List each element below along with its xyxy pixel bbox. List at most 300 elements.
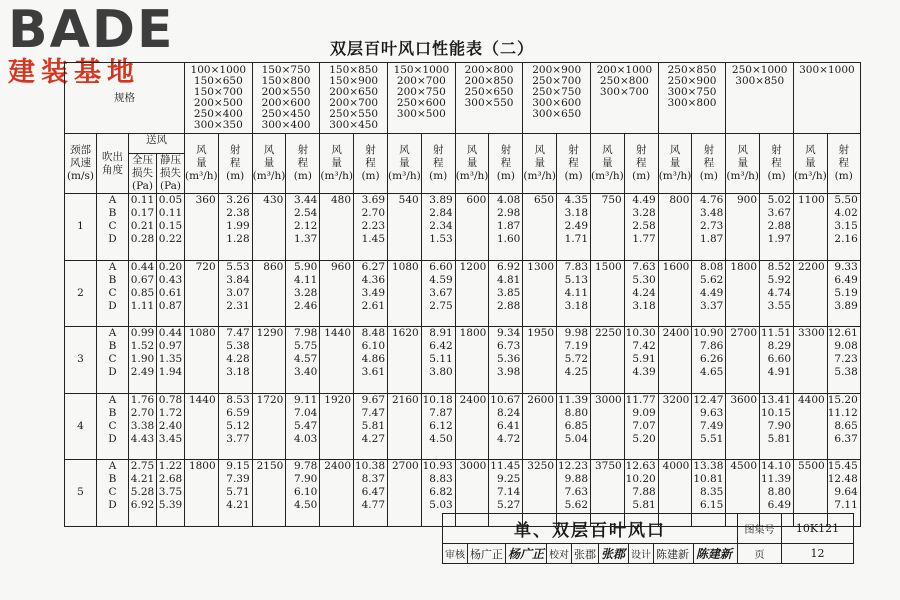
header-text: 射	[432, 144, 444, 156]
throw-value: 10.81	[693, 473, 724, 485]
airflow-value: 2400	[662, 327, 690, 339]
throw-cell	[827, 327, 860, 394]
static-pressure-value-stack	[157, 460, 184, 512]
airflow-stack	[185, 261, 218, 274]
throw-value: 3.18	[226, 366, 250, 378]
total-pressure-cell	[129, 393, 157, 460]
header-text: 射	[297, 144, 309, 156]
total-pressure-value: 3.38	[130, 419, 155, 432]
throw-cell	[421, 327, 455, 394]
header-text: (m³/h)	[523, 170, 557, 182]
throw-value: 4.65	[699, 366, 724, 378]
airflow-value: 860	[263, 260, 284, 273]
angle-value: D	[108, 499, 117, 511]
size-value: 300×600	[532, 97, 582, 109]
throw-value: 2.23	[361, 220, 386, 232]
throw-value: 4.24	[632, 286, 656, 299]
header-text: 量	[534, 157, 545, 169]
performance-table	[64, 62, 861, 527]
throw-value: 5.91	[632, 353, 656, 365]
throw-value: 6.82	[429, 486, 453, 498]
throw-value: 10.30	[625, 327, 656, 339]
header-text: (m)	[361, 170, 380, 182]
airflow-value: 1080	[391, 260, 419, 273]
throw-cell	[692, 327, 726, 394]
angle-value: D	[108, 432, 117, 445]
throw-value: 2.88	[496, 299, 521, 312]
header-text: 风	[602, 144, 613, 156]
airflow-value: 2700	[730, 327, 758, 339]
static-pressure-value: 0.87	[158, 299, 183, 312]
throw-cell	[286, 260, 320, 327]
airflow-value: 1800	[459, 327, 487, 339]
airflow-cell	[185, 260, 219, 327]
throw-value: 9.15	[226, 460, 250, 472]
static-pressure-value: 0.44	[158, 327, 183, 339]
throw-value: 15.20	[827, 393, 858, 406]
design-label: 设计	[629, 544, 654, 564]
throw-value: 3.49	[361, 286, 386, 299]
header-text: 量	[669, 157, 681, 169]
size-value: 200×700	[396, 75, 446, 87]
airflow-value: 360	[195, 194, 216, 206]
header-text: 量	[466, 157, 478, 169]
angle-value: A	[108, 260, 117, 273]
throw-value: 6.27	[361, 260, 386, 273]
total-pressure-value: 0.17	[130, 207, 155, 219]
throw-cell	[218, 260, 252, 327]
header-text: (m)	[429, 170, 448, 182]
throw-value: 7.23	[834, 353, 858, 365]
airflow-value: 1440	[324, 327, 352, 339]
airflow-value: 430	[263, 194, 284, 206]
airflow-stack	[320, 261, 353, 274]
header-text: 程	[838, 157, 849, 169]
airflow-stack	[523, 460, 556, 473]
throw-value: 7.98	[293, 327, 318, 339]
throw-value: 4.50	[429, 432, 453, 445]
throw-value: 3.44	[293, 194, 318, 206]
airflow-stack	[591, 460, 624, 473]
airflow-cell	[591, 327, 625, 394]
angle-cell	[97, 327, 129, 394]
angle-cell	[97, 194, 129, 261]
throw-value: 8.80	[767, 486, 792, 498]
airflow-value: 1300	[527, 260, 555, 273]
throw-value: 11.39	[760, 473, 792, 485]
size-value: 200×1000	[596, 64, 653, 76]
angle-value: D	[108, 299, 117, 312]
angle-value-stack	[97, 394, 128, 446]
throw-value: 7.42	[632, 340, 656, 352]
angle-value: C	[108, 486, 117, 498]
angle-cell	[97, 260, 129, 327]
velocity-value: 1	[65, 194, 97, 261]
throw-value: 3.85	[496, 286, 521, 299]
header-text: 量	[602, 157, 613, 169]
throw-value: 6.73	[496, 340, 521, 352]
airflow-value: 800	[669, 194, 690, 206]
throw-value: 10.15	[760, 406, 792, 419]
airflow-cell	[794, 327, 828, 394]
throw-value: 5.12	[226, 419, 250, 432]
throw-value: 5.75	[293, 340, 318, 352]
airflow-cell	[523, 393, 557, 460]
throw-value: 5.04	[564, 432, 589, 445]
review-label: 审核	[443, 544, 468, 564]
airflow-value: 2400	[459, 393, 487, 406]
throw-value: 8.08	[699, 260, 724, 273]
throw-value-stack	[557, 327, 590, 379]
throw-value-stack	[692, 327, 725, 379]
size-value: 250×800	[599, 75, 649, 87]
airflow-stack	[794, 327, 827, 340]
throw-value: 7.49	[699, 419, 724, 432]
throw-header	[286, 134, 320, 194]
airflow-cell	[523, 327, 557, 394]
airflow-cell	[252, 260, 286, 327]
page-number: 12	[782, 544, 854, 564]
throw-value-stack	[489, 394, 522, 446]
throw-cell	[354, 460, 388, 527]
throw-value: 12.48	[827, 473, 858, 485]
airflow-value: 2150	[256, 460, 284, 472]
throw-value: 11.45	[490, 460, 521, 472]
airflow-stack	[388, 194, 421, 207]
throw-header	[489, 134, 523, 194]
airflow-stack	[456, 460, 489, 473]
size-value: 150×750	[261, 64, 311, 76]
size-group	[591, 63, 659, 134]
airflow-value: 4000	[662, 460, 690, 472]
airflow-value: 3250	[527, 460, 555, 472]
total-pressure-value: 0.44	[130, 260, 155, 273]
throw-value: 11.39	[557, 393, 589, 406]
throw-value: 2.58	[632, 220, 656, 232]
static-pressure-value: 1.94	[158, 366, 183, 378]
throw-header	[421, 134, 455, 194]
throw-value-stack	[692, 194, 725, 246]
static-pressure-value: 0.15	[158, 220, 183, 232]
size-value: 200×850	[464, 75, 514, 87]
drawing-title: 单、双层百叶风口	[443, 514, 738, 544]
header-text: 程	[635, 157, 647, 169]
header-text: (m³/h)	[388, 170, 421, 182]
throw-value: 8.48	[361, 327, 386, 339]
throw-cell	[354, 327, 388, 394]
throw-value: 1.77	[632, 233, 656, 245]
throw-cell	[557, 194, 591, 261]
airflow-value: 900	[737, 194, 758, 206]
throw-value: 4.21	[226, 499, 250, 511]
throw-value: 3.18	[564, 299, 589, 312]
header-text: (m³/h)	[658, 170, 692, 182]
throw-cell	[692, 194, 726, 261]
header-text: 射	[838, 144, 849, 156]
throw-value: 1.53	[429, 233, 453, 245]
airflow-stack	[456, 394, 489, 407]
total-pressure-value: 1.52	[130, 340, 155, 352]
throw-value: 10.38	[354, 460, 386, 472]
total-pressure-value: 2.70	[130, 406, 155, 419]
airflow-value: 480	[330, 194, 352, 206]
throw-value: 6.12	[429, 419, 453, 432]
throw-value: 2.61	[361, 299, 386, 312]
throw-value: 4.39	[632, 366, 656, 378]
throw-cell	[760, 393, 794, 460]
airflow-value: 2600	[527, 393, 555, 406]
airflow-stack	[185, 194, 218, 207]
airflow-cell	[726, 260, 760, 327]
throw-value: 2.98	[496, 207, 521, 219]
throw-value: 2.49	[564, 220, 589, 232]
supply-header: 送风	[129, 134, 185, 154]
header-text: 静压	[160, 154, 181, 166]
throw-cell	[624, 327, 658, 394]
static-pressure-value: 0.97	[158, 340, 183, 352]
throw-value-stack	[422, 394, 455, 446]
header-text: (m)	[496, 170, 515, 182]
table-row	[65, 393, 861, 460]
throw-header	[218, 134, 252, 194]
header-text: 角度	[102, 163, 123, 176]
throw-value-stack	[219, 460, 252, 512]
throw-value: 7.63	[564, 486, 589, 498]
column-header-row	[65, 134, 861, 154]
static-pressure-value: 1.35	[158, 353, 183, 365]
throw-value: 1.28	[226, 233, 250, 245]
throw-value: 6.10	[361, 340, 386, 352]
airflow-stack	[320, 194, 353, 207]
airflow-value: 720	[195, 260, 216, 273]
total-pressure-value: 1.11	[130, 299, 155, 312]
throw-value: 1.97	[767, 233, 792, 245]
header-text: (m³/h)	[794, 170, 827, 182]
header-text: 颈部	[70, 144, 91, 156]
throw-value-stack	[219, 194, 252, 246]
page-label: 页	[738, 544, 782, 564]
airflow-value: 3300	[797, 327, 825, 339]
throw-value: 5.53	[226, 260, 250, 273]
velocity-value: 2	[65, 260, 97, 327]
table-row	[65, 194, 861, 261]
header-text: 风	[263, 144, 275, 156]
header-text: 射	[771, 144, 782, 156]
throw-value: 5.50	[834, 194, 858, 206]
airflow-stack	[523, 261, 556, 274]
throw-value: 5.02	[767, 194, 792, 206]
throw-value-stack	[286, 394, 319, 446]
checker-signature: 张郡	[599, 544, 629, 564]
airflow-stack	[591, 394, 624, 407]
throw-value: 5.27	[496, 499, 521, 511]
throw-cell	[760, 194, 794, 261]
airflow-value: 1440	[188, 393, 216, 406]
total-pressure-value: 0.28	[130, 233, 155, 245]
static-pressure-value: 0.22	[158, 233, 183, 245]
airflow-cell	[591, 194, 625, 261]
header-text: 全压	[132, 154, 153, 166]
throw-value: 2.84	[429, 207, 453, 219]
throw-value: 4.59	[429, 273, 453, 286]
airflow-stack	[659, 394, 692, 407]
header-text: 风	[331, 144, 342, 156]
throw-cell	[692, 260, 726, 327]
throw-value: 9.08	[834, 340, 858, 352]
airflow-value: 1920	[324, 393, 352, 406]
total-pressure-value: 0.85	[130, 286, 155, 299]
throw-value: 7.83	[564, 260, 589, 273]
size-value: 300×450	[329, 119, 379, 131]
throw-value: 5.81	[767, 432, 792, 445]
header-text: (m)	[834, 170, 853, 182]
throw-value: 3.77	[226, 432, 250, 445]
airflow-cell	[388, 194, 422, 261]
throw-value: 9.25	[496, 473, 521, 485]
throw-value: 3.18	[564, 207, 589, 219]
size-value: 250×750	[532, 86, 582, 98]
airflow-value: 2250	[594, 327, 622, 339]
throw-value: 3.89	[834, 299, 858, 312]
airflow-cell	[455, 260, 489, 327]
airflow-value: 1800	[188, 460, 216, 472]
throw-value: 9.67	[361, 393, 386, 406]
airflow-header	[252, 134, 286, 194]
airflow-header	[726, 134, 760, 194]
throw-cell	[218, 393, 252, 460]
airflow-cell	[658, 260, 692, 327]
throw-value: 5.38	[226, 340, 250, 352]
page-title: 双层百叶风口性能表（二）	[330, 39, 535, 58]
throw-value-stack	[828, 394, 860, 446]
throw-cell	[421, 194, 455, 261]
airflow-stack	[185, 394, 218, 407]
airflow-stack	[591, 194, 624, 207]
header-text: 量	[737, 157, 748, 169]
throw-value: 9.78	[293, 460, 318, 472]
header-text: (m/s)	[66, 170, 95, 182]
throw-value: 2.70	[361, 207, 386, 219]
throw-value: 4.86	[361, 353, 386, 365]
throw-value: 7.04	[293, 406, 318, 419]
throw-value: 5.72	[564, 353, 589, 365]
throw-value: 2.46	[293, 299, 318, 312]
airflow-cell	[591, 260, 625, 327]
airflow-cell	[320, 260, 354, 327]
throw-cell	[624, 260, 658, 327]
atlas-number: 10K121	[782, 514, 854, 544]
table-row	[65, 260, 861, 327]
size-value: 300×500	[396, 108, 446, 120]
throw-value: 3.98	[496, 366, 521, 378]
throw-value-stack	[625, 194, 658, 246]
airflow-cell	[320, 327, 354, 394]
throw-value: 3.37	[699, 299, 724, 312]
throw-value: 4.28	[226, 353, 250, 365]
throw-cell	[489, 327, 523, 394]
throw-value: 4.25	[564, 366, 589, 378]
airflow-value: 1620	[391, 327, 419, 339]
angle-value: C	[108, 286, 117, 299]
throw-value-stack	[286, 261, 319, 313]
throw-value: 6.60	[429, 260, 453, 273]
throw-value-stack	[354, 327, 387, 379]
header-text: 程	[229, 157, 241, 169]
throw-value: 11.12	[827, 406, 858, 419]
throw-value: 9.88	[564, 473, 589, 485]
throw-cell	[354, 260, 388, 327]
airflow-value: 3750	[594, 460, 622, 472]
throw-cell	[557, 393, 591, 460]
throw-cell	[624, 393, 658, 460]
header-text: 程	[568, 157, 579, 169]
reviewer-name: 杨广正	[468, 544, 506, 564]
throw-value: 1.71	[564, 233, 589, 245]
static-pressure-value: 0.61	[158, 286, 183, 299]
throw-value: 12.23	[557, 460, 589, 472]
throw-value: 6.42	[429, 340, 453, 352]
airflow-cell	[388, 260, 422, 327]
airflow-cell	[455, 393, 489, 460]
throw-cell	[489, 260, 523, 327]
airflow-value: 3200	[662, 393, 690, 406]
total-pressure-value: 1.90	[130, 353, 155, 365]
throw-value: 10.18	[422, 393, 453, 406]
throw-value: 4.77	[361, 499, 386, 511]
throw-value: 3.84	[226, 273, 250, 286]
throw-header	[760, 134, 794, 194]
airflow-value: 4400	[797, 393, 825, 406]
throw-value: 7.86	[699, 340, 724, 352]
checker-name: 张郡	[572, 544, 599, 564]
throw-value: 3.69	[361, 194, 386, 206]
throw-value: 6.60	[767, 353, 792, 365]
airflow-stack	[253, 394, 286, 407]
throw-value: 8.37	[361, 473, 386, 485]
throw-value-stack	[625, 460, 658, 512]
header-text: 损失	[132, 167, 153, 179]
logo-wordmark: BADE	[8, 0, 175, 60]
throw-cell	[286, 393, 320, 460]
airflow-cell	[455, 327, 489, 394]
throw-value: 6.92	[496, 260, 521, 273]
airflow-stack	[659, 261, 692, 274]
size-group	[794, 63, 861, 134]
angle-value: C	[108, 419, 117, 432]
throw-value: 4.50	[293, 499, 318, 511]
header-text: 程	[432, 157, 444, 169]
static-pressure-value-stack	[157, 327, 184, 379]
throw-value-stack	[692, 460, 725, 512]
airflow-stack	[253, 261, 286, 274]
throw-value: 4.57	[293, 353, 318, 365]
airflow-value: 5500	[797, 460, 825, 472]
airflow-cell	[658, 393, 692, 460]
size-value: 300×550	[464, 97, 514, 109]
throw-value: 6.59	[226, 406, 250, 419]
airflow-value: 1200	[459, 260, 487, 273]
airflow-stack	[388, 394, 421, 407]
throw-value-stack	[422, 194, 455, 246]
size-value: 300×750	[667, 86, 717, 98]
angle-value: D	[108, 233, 117, 245]
header-text: 程	[297, 157, 309, 169]
airflow-stack	[726, 394, 759, 407]
throw-value: 4.11	[293, 273, 318, 286]
throw-cell	[827, 194, 860, 261]
airflow-stack	[320, 327, 353, 340]
size-value: 300×700	[599, 86, 649, 98]
